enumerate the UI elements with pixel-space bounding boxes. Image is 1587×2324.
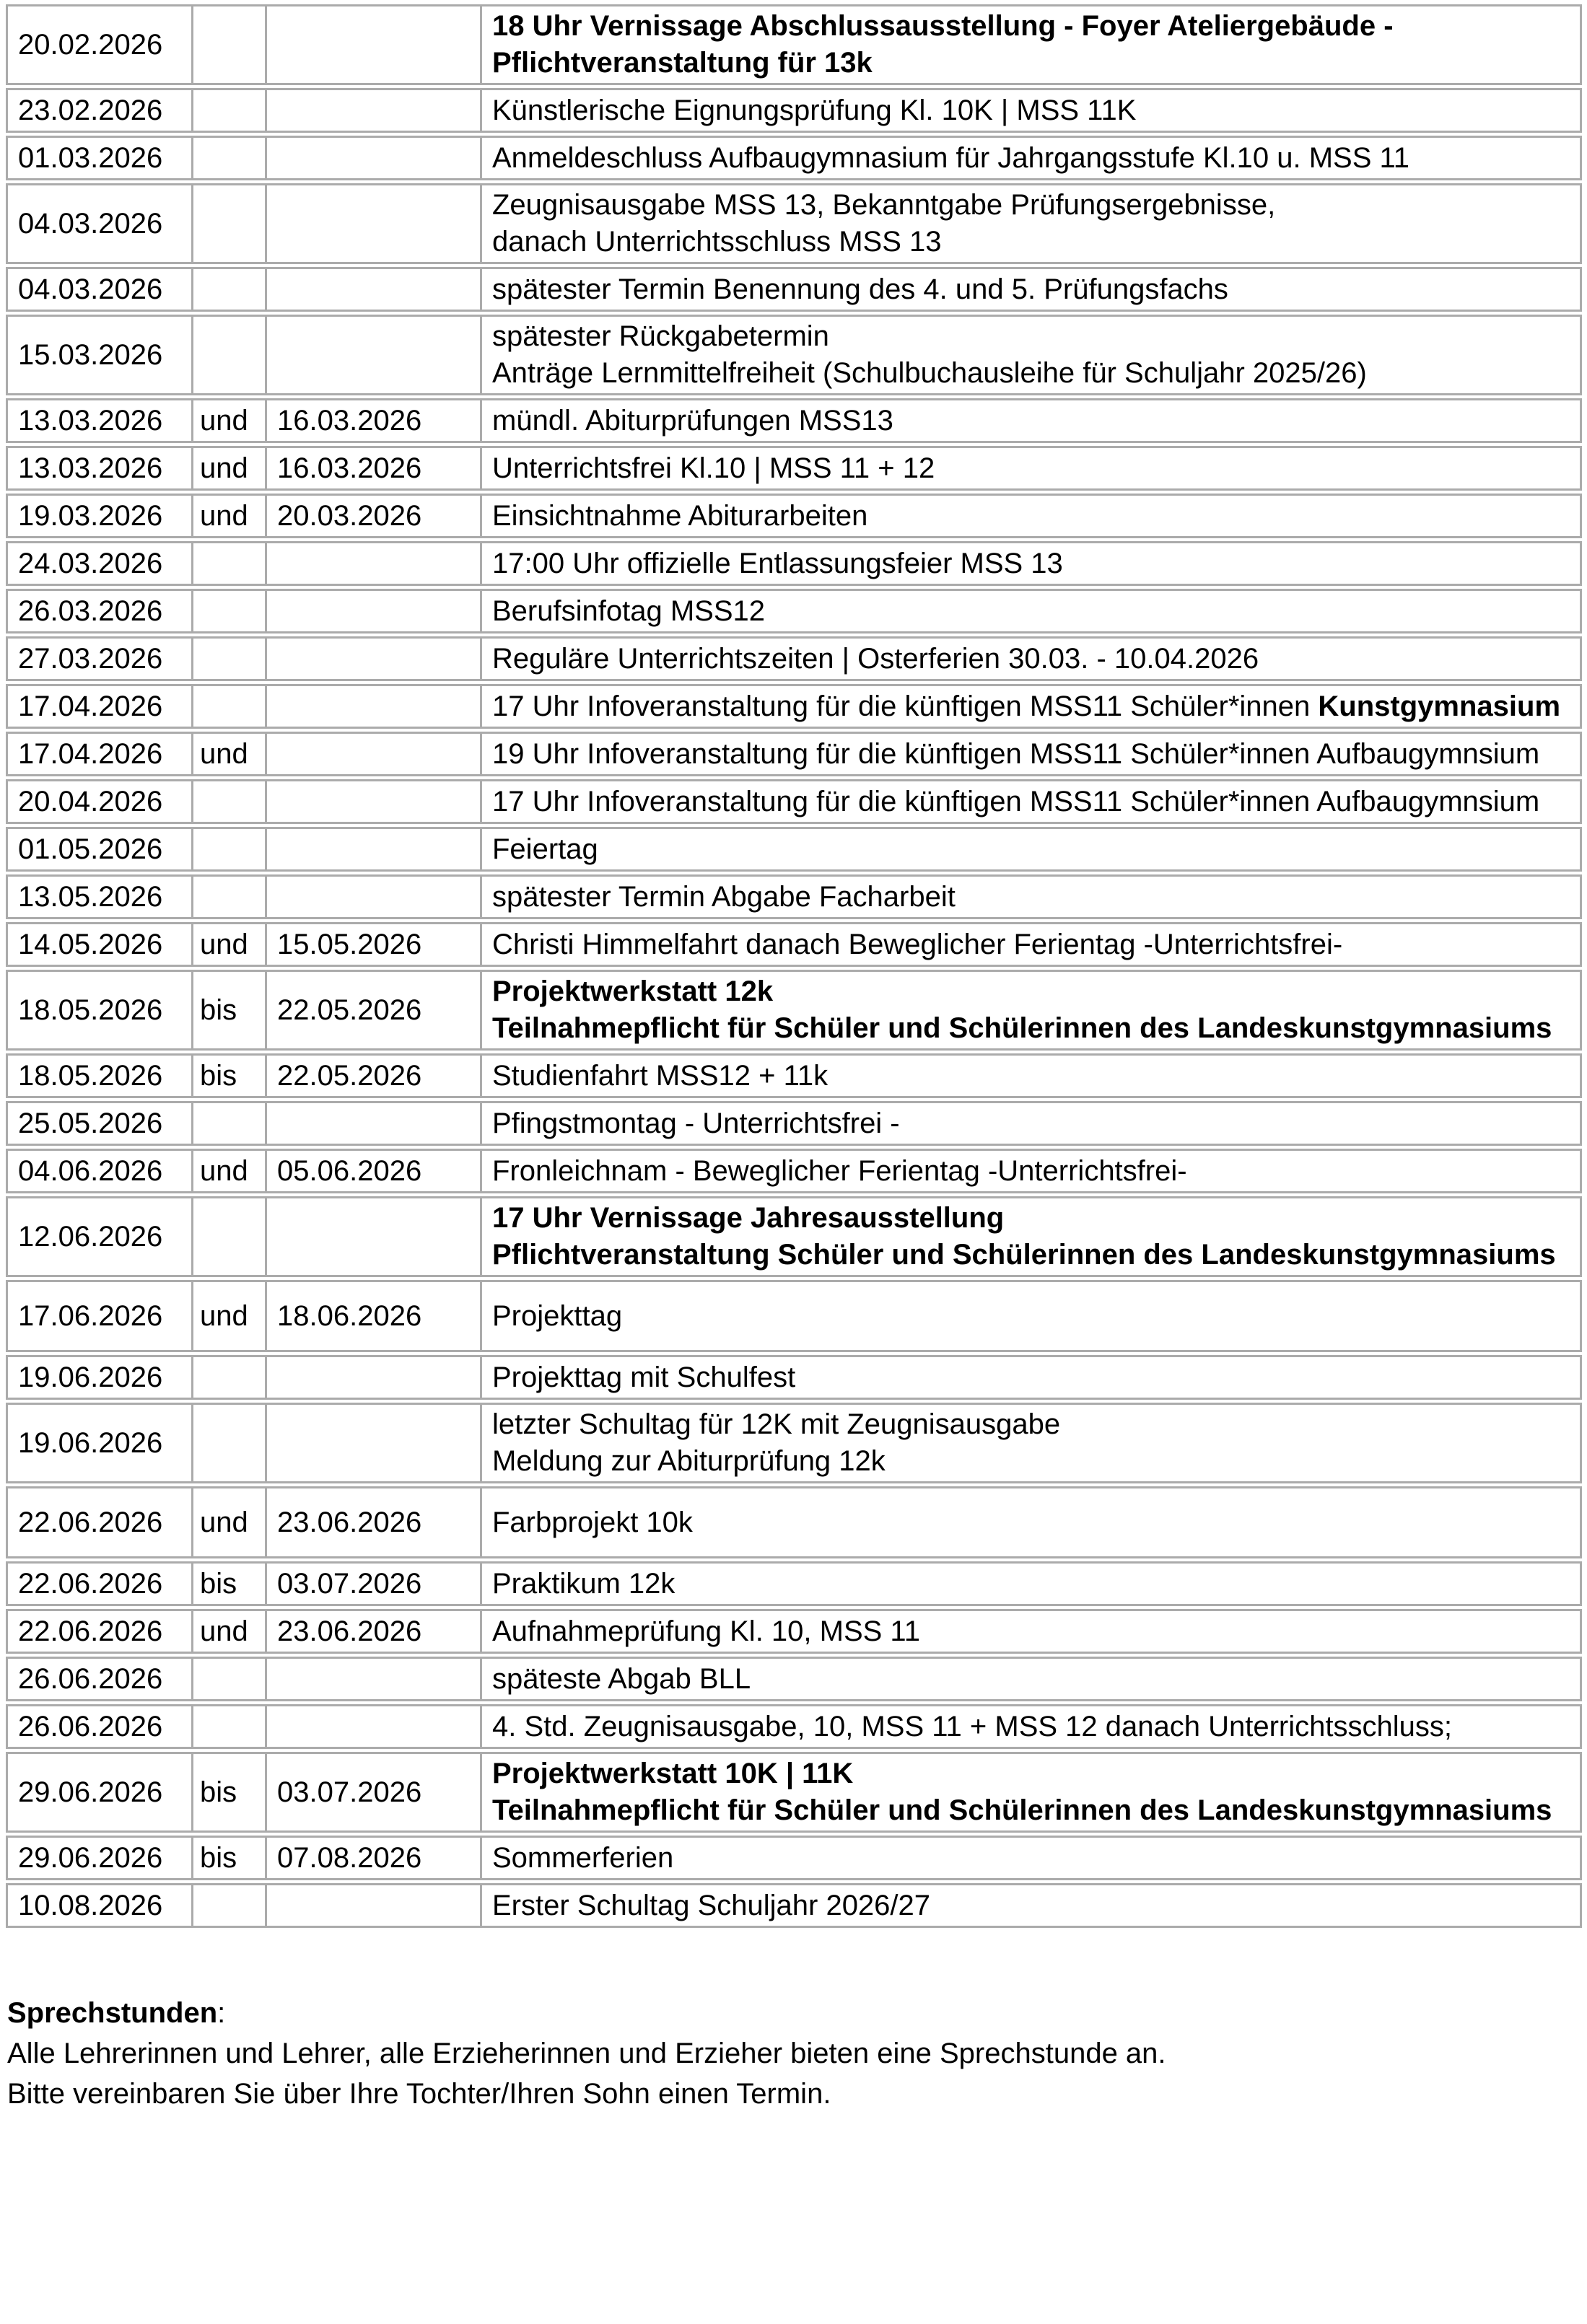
event-text: Fronleichnam - Beweglicher Ferientag -Unterrichtsfrei- — [492, 1154, 1187, 1187]
event-line — [492, 498, 1575, 535]
table-row — [6, 1561, 1582, 1606]
event-line — [492, 1613, 1575, 1650]
date-start-cell: 19.06.2026 — [6, 1403, 191, 1483]
event-line — [492, 224, 1575, 260]
connector-cell: und — [191, 446, 265, 491]
date-start-cell: 04.06.2026 — [6, 1149, 191, 1193]
connector-cell: bis — [191, 1561, 265, 1606]
connector-cell — [191, 1403, 265, 1483]
date-start-cell: 17.06.2026 — [6, 1280, 191, 1352]
table-row — [6, 684, 1582, 729]
event-text: spätester Termin Benennung des 4. und 5. Prüfungsfachs — [492, 273, 1228, 305]
event-cell — [480, 1280, 1582, 1352]
connector-cell — [191, 183, 265, 264]
date-end-cell: 03.07.2026 — [265, 1752, 480, 1833]
event-text: spätester Termin Abgabe Facharbeit — [492, 880, 956, 913]
date-start-cell: 04.03.2026 — [6, 267, 191, 312]
event-cell — [480, 1149, 1582, 1193]
table-row — [6, 1149, 1582, 1193]
date-start-cell: 22.06.2026 — [6, 1486, 191, 1558]
date-start-cell: 26.03.2026 — [6, 589, 191, 633]
event-cell — [480, 827, 1582, 872]
date-end-cell: 22.05.2026 — [265, 970, 480, 1051]
table-row — [6, 183, 1582, 264]
event-text: Zeugnisausgabe MSS 13, Bekanntgabe Prüfungsergebnisse, — [492, 189, 1276, 221]
date-end-cell — [265, 267, 480, 312]
event-cell — [480, 183, 1582, 264]
event-cell — [480, 1704, 1582, 1749]
date-end-cell — [265, 589, 480, 633]
date-start-cell: 29.06.2026 — [6, 1836, 191, 1880]
connector-cell: und — [191, 1609, 265, 1654]
table-row — [6, 315, 1582, 395]
office-hours-line-1: Alle Lehrerinnen und Lehrer, alle Erzieherinnen und Erzieher bieten eine Sprechstunde an. — [7, 2038, 1166, 2069]
event-line — [492, 355, 1575, 392]
date-end-cell: 22.05.2026 — [265, 1053, 480, 1098]
date-end-cell — [265, 827, 480, 872]
event-cell — [480, 779, 1582, 824]
event-line — [492, 1792, 1575, 1829]
calendar-table-body — [6, 4, 1582, 1928]
event-text-bold: Teilnahmepflicht für Schüler und Schülerinnen des Landeskunstgymnasiums — [492, 1794, 1552, 1826]
table-row — [6, 88, 1582, 133]
connector-cell — [191, 779, 265, 824]
event-cell — [480, 1486, 1582, 1558]
event-text: Einsichtnahme Abiturarbeiten — [492, 499, 868, 532]
connector-cell — [191, 684, 265, 729]
event-line — [492, 271, 1575, 308]
event-text: späteste Abgab BLL — [492, 1662, 751, 1695]
connector-cell — [191, 636, 265, 681]
date-end-cell — [265, 4, 480, 85]
table-row — [6, 494, 1582, 538]
table-row — [6, 589, 1582, 633]
date-start-cell: 10.08.2026 — [6, 1883, 191, 1928]
event-line — [492, 1443, 1575, 1480]
event-text: Aufnahmeprüfung Kl. 10, MSS 11 — [492, 1615, 920, 1647]
connector-cell — [191, 315, 265, 395]
date-end-cell — [265, 88, 480, 133]
date-start-cell: 18.05.2026 — [6, 970, 191, 1051]
connector-cell — [191, 589, 265, 633]
date-start-cell: 20.02.2026 — [6, 4, 191, 85]
event-text-bold: Pflichtveranstaltung Schüler und Schülerinnen des Landeskunstgymnasiums — [492, 1239, 1556, 1271]
event-line — [492, 1105, 1575, 1142]
date-end-cell: 23.06.2026 — [265, 1486, 480, 1558]
connector-cell: bis — [191, 970, 265, 1051]
table-row — [6, 1280, 1582, 1352]
date-start-cell: 17.04.2026 — [6, 684, 191, 729]
table-row — [6, 1704, 1582, 1749]
date-end-cell: 07.08.2026 — [265, 1836, 480, 1880]
table-row — [6, 636, 1582, 681]
event-text: Projekttag — [492, 1299, 623, 1332]
event-cell — [480, 315, 1582, 395]
event-line — [492, 1010, 1575, 1047]
date-end-cell — [265, 1403, 480, 1483]
event-cell — [480, 88, 1582, 133]
event-cell — [480, 589, 1582, 633]
event-text: mündl. Abiturprüfungen MSS13 — [492, 404, 893, 437]
date-start-cell: 19.03.2026 — [6, 494, 191, 538]
connector-cell: und — [191, 922, 265, 967]
table-row — [6, 827, 1582, 872]
table-row — [6, 1196, 1582, 1277]
event-cell — [480, 1657, 1582, 1701]
table-row — [6, 1657, 1582, 1701]
event-line — [492, 973, 1575, 1010]
connector-cell: bis — [191, 1752, 265, 1833]
connector-cell: und — [191, 1149, 265, 1193]
table-row — [6, 732, 1582, 776]
date-start-cell: 04.03.2026 — [6, 183, 191, 264]
event-text: Anmeldeschluss Aufbaugymnasium für Jahrgangsstufe Kl.10 u. MSS 11 — [492, 141, 1410, 174]
event-text-bold: Teilnahmepflicht für Schüler und Schülerinnen des Landeskunstgymnasiums — [492, 1012, 1552, 1044]
event-text: 4. Std. Zeugnisausgabe, 10, MSS 11 + MSS 12 danach Unterrichtsschluss; — [492, 1710, 1452, 1742]
event-line — [492, 1504, 1575, 1541]
date-end-cell — [265, 541, 480, 586]
event-text-bold: 18 Uhr Vernissage Abschlussausstellung - Foyer Ateliergebäude - — [492, 10, 1394, 42]
connector-cell: und — [191, 1280, 265, 1352]
event-text: Sommerferien — [492, 1841, 674, 1874]
event-cell — [480, 267, 1582, 312]
date-start-cell: 19.06.2026 — [6, 1355, 191, 1400]
date-end-cell — [265, 684, 480, 729]
calendar-table — [6, 1, 1582, 1931]
event-line — [492, 318, 1575, 355]
date-end-cell: 15.05.2026 — [265, 922, 480, 967]
connector-cell — [191, 827, 265, 872]
event-text: letzter Schultag für 12K mit Zeugnisausgabe — [492, 1408, 1061, 1440]
table-row — [6, 398, 1582, 443]
office-hours-heading — [7, 1993, 1587, 2033]
event-text: Praktikum 12k — [492, 1567, 676, 1600]
event-text: Unterrichtsfrei Kl.10 | MSS 11 + 12 — [492, 452, 935, 484]
event-text: danach Unterrichtsschluss MSS 13 — [492, 226, 942, 258]
date-start-cell: 26.06.2026 — [6, 1657, 191, 1701]
date-start-cell: 24.03.2026 — [6, 541, 191, 586]
table-row — [6, 446, 1582, 491]
event-line — [492, 879, 1575, 916]
table-row — [6, 1403, 1582, 1483]
event-line — [492, 1153, 1575, 1190]
event-cell — [480, 1196, 1582, 1277]
event-cell — [480, 446, 1582, 491]
event-text: 17 Uhr Infoveranstaltung für die künftigen MSS11 Schüler*innen — [492, 690, 1319, 722]
event-line — [492, 736, 1575, 773]
event-text-bold: Projektwerkstatt 12k — [492, 975, 774, 1007]
event-text: Anträge Lernmittelfreiheit (Schulbuchausleihe für Schuljahr 2025/26) — [492, 357, 1367, 389]
date-start-cell: 01.03.2026 — [6, 136, 191, 180]
event-text: Christi Himmelfahrt danach Beweglicher Ferientag -Unterrichtsfrei- — [492, 928, 1343, 960]
date-end-cell — [265, 1101, 480, 1146]
event-text: Pfingstmontag - Unterrichtsfrei - — [492, 1107, 900, 1139]
event-cell — [480, 1836, 1582, 1880]
table-row — [6, 1836, 1582, 1880]
connector-cell: bis — [191, 1836, 265, 1880]
date-start-cell: 25.05.2026 — [6, 1101, 191, 1146]
table-row — [6, 267, 1582, 312]
date-start-cell: 13.03.2026 — [6, 398, 191, 443]
event-text: Künstlerische Eignungsprüfung Kl. 10K | MSS 11K — [492, 94, 1137, 126]
event-cell — [480, 874, 1582, 919]
connector-cell — [191, 1704, 265, 1749]
event-text: 17 Uhr Infoveranstaltung für die künftigen MSS11 Schüler*innen Aufbaugymnsium — [492, 785, 1540, 817]
event-cell — [480, 1101, 1582, 1146]
date-end-cell — [265, 1657, 480, 1701]
event-cell — [480, 1355, 1582, 1400]
date-end-cell: 05.06.2026 — [265, 1149, 480, 1193]
event-text-bold: Kunstgymnasium — [1318, 690, 1561, 722]
date-start-cell: 20.04.2026 — [6, 779, 191, 824]
event-line — [492, 403, 1575, 439]
event-line — [492, 92, 1575, 129]
event-text: spätester Rückgabetermin — [492, 320, 829, 352]
table-row — [6, 4, 1582, 85]
event-cell — [480, 1609, 1582, 1654]
event-text: Projekttag mit Schulfest — [492, 1361, 796, 1393]
event-text-bold: Pflichtveranstaltung für 13k — [492, 47, 873, 79]
event-text: 17:00 Uhr offizielle Entlassungsfeier MSS 13 — [492, 547, 1063, 579]
table-row — [6, 1101, 1582, 1146]
event-cell — [480, 636, 1582, 681]
table-row — [6, 1053, 1582, 1098]
event-line — [492, 1200, 1575, 1237]
date-end-cell — [265, 136, 480, 180]
connector-cell — [191, 541, 265, 586]
event-text: Meldung zur Abiturprüfung 12k — [492, 1445, 886, 1477]
connector-cell — [191, 1355, 265, 1400]
date-end-cell — [265, 779, 480, 824]
event-line — [492, 926, 1575, 963]
connector-cell — [191, 874, 265, 919]
event-cell — [480, 970, 1582, 1051]
event-line — [492, 45, 1575, 82]
connector-cell — [191, 88, 265, 133]
event-cell — [480, 398, 1582, 443]
table-row — [6, 1883, 1582, 1928]
event-text: Farbprojekt 10k — [492, 1506, 693, 1538]
date-end-cell — [265, 1704, 480, 1749]
connector-cell — [191, 267, 265, 312]
event-cell — [480, 4, 1582, 85]
event-text: Reguläre Unterrichtszeiten | Osterferien 30.03. - 10.04.2026 — [492, 642, 1259, 675]
date-end-cell — [265, 732, 480, 776]
event-cell — [480, 494, 1582, 538]
connector-cell — [191, 136, 265, 180]
event-cell — [480, 922, 1582, 967]
date-start-cell: 14.05.2026 — [6, 922, 191, 967]
date-start-cell: 26.06.2026 — [6, 1704, 191, 1749]
table-row — [6, 779, 1582, 824]
table-row — [6, 874, 1582, 919]
event-line — [492, 1840, 1575, 1877]
connector-cell: und — [191, 494, 265, 538]
table-row — [6, 1486, 1582, 1558]
office-hours-note — [7, 1993, 1587, 2114]
date-end-cell — [265, 874, 480, 919]
event-line — [492, 784, 1575, 820]
event-line — [492, 1406, 1575, 1443]
event-cell — [480, 1752, 1582, 1833]
event-line — [492, 1359, 1575, 1396]
date-end-cell: 20.03.2026 — [265, 494, 480, 538]
office-hours-heading-label: Sprechstunden — [7, 1997, 218, 2029]
date-end-cell — [265, 183, 480, 264]
connector-cell — [191, 1196, 265, 1277]
event-line — [492, 688, 1575, 725]
event-line — [492, 545, 1575, 582]
date-end-cell: 23.06.2026 — [265, 1609, 480, 1654]
event-cell — [480, 732, 1582, 776]
event-text: Studienfahrt MSS12 + 11k — [492, 1059, 829, 1092]
event-text-bold: Projektwerkstatt 10K | 11K — [492, 1758, 854, 1789]
event-text: 19 Uhr Infoveranstaltung für die künftigen MSS11 Schüler*innen Aufbaugymnsium — [492, 737, 1540, 770]
date-end-cell: 18.06.2026 — [265, 1280, 480, 1352]
event-text: Berufsinfotag MSS12 — [492, 595, 765, 627]
date-start-cell: 22.06.2026 — [6, 1561, 191, 1606]
date-end-cell — [265, 315, 480, 395]
event-line — [492, 1709, 1575, 1745]
date-start-cell: 23.02.2026 — [6, 88, 191, 133]
connector-cell: und — [191, 1486, 265, 1558]
connector-cell: und — [191, 732, 265, 776]
connector-cell — [191, 4, 265, 85]
date-start-cell: 01.05.2026 — [6, 827, 191, 872]
date-end-cell — [265, 1196, 480, 1277]
table-row — [6, 1752, 1582, 1833]
date-start-cell: 27.03.2026 — [6, 636, 191, 681]
event-line — [492, 641, 1575, 678]
date-start-cell: 17.04.2026 — [6, 732, 191, 776]
event-line — [492, 8, 1575, 45]
table-row — [6, 1609, 1582, 1654]
event-line — [492, 1566, 1575, 1602]
event-cell — [480, 1403, 1582, 1483]
event-cell — [480, 136, 1582, 180]
date-start-cell: 18.05.2026 — [6, 1053, 191, 1098]
connector-cell — [191, 1101, 265, 1146]
event-line — [492, 1887, 1575, 1924]
event-cell — [480, 541, 1582, 586]
connector-cell: und — [191, 398, 265, 443]
date-start-cell: 13.05.2026 — [6, 874, 191, 919]
table-row — [6, 541, 1582, 586]
event-cell — [480, 1561, 1582, 1606]
date-start-cell: 12.06.2026 — [6, 1196, 191, 1277]
event-line — [492, 831, 1575, 868]
date-start-cell: 13.03.2026 — [6, 446, 191, 491]
date-start-cell: 15.03.2026 — [6, 315, 191, 395]
event-cell — [480, 1883, 1582, 1928]
date-end-cell: 16.03.2026 — [265, 398, 480, 443]
event-line — [492, 140, 1575, 177]
connector-cell: bis — [191, 1053, 265, 1098]
event-line — [492, 1237, 1575, 1273]
date-start-cell: 29.06.2026 — [6, 1752, 191, 1833]
event-line — [492, 450, 1575, 487]
event-text: Erster Schultag Schuljahr 2026/27 — [492, 1889, 931, 1921]
date-end-cell: 16.03.2026 — [265, 446, 480, 491]
event-line — [492, 1058, 1575, 1095]
table-row — [6, 970, 1582, 1051]
event-line — [492, 1755, 1575, 1792]
event-line — [492, 1298, 1575, 1335]
event-cell — [480, 1053, 1582, 1098]
event-line — [492, 1661, 1575, 1698]
event-line — [492, 187, 1575, 224]
event-text-bold: 17 Uhr Vernissage Jahresausstellung — [492, 1202, 1005, 1234]
table-row — [6, 922, 1582, 967]
event-line — [492, 593, 1575, 630]
office-hours-heading-colon: : — [217, 1997, 226, 2029]
event-cell — [480, 684, 1582, 729]
office-hours-line-2: Bitte vereinbaren Sie über Ihre Tochter/Ihren Sohn einen Termin. — [7, 2078, 831, 2110]
date-start-cell: 22.06.2026 — [6, 1609, 191, 1654]
table-row — [6, 136, 1582, 180]
connector-cell — [191, 1657, 265, 1701]
date-end-cell: 03.07.2026 — [265, 1561, 480, 1606]
table-row — [6, 1355, 1582, 1400]
connector-cell — [191, 1883, 265, 1928]
date-end-cell — [265, 1355, 480, 1400]
date-end-cell — [265, 1883, 480, 1928]
event-text: Feiertag — [492, 833, 598, 865]
date-end-cell — [265, 636, 480, 681]
